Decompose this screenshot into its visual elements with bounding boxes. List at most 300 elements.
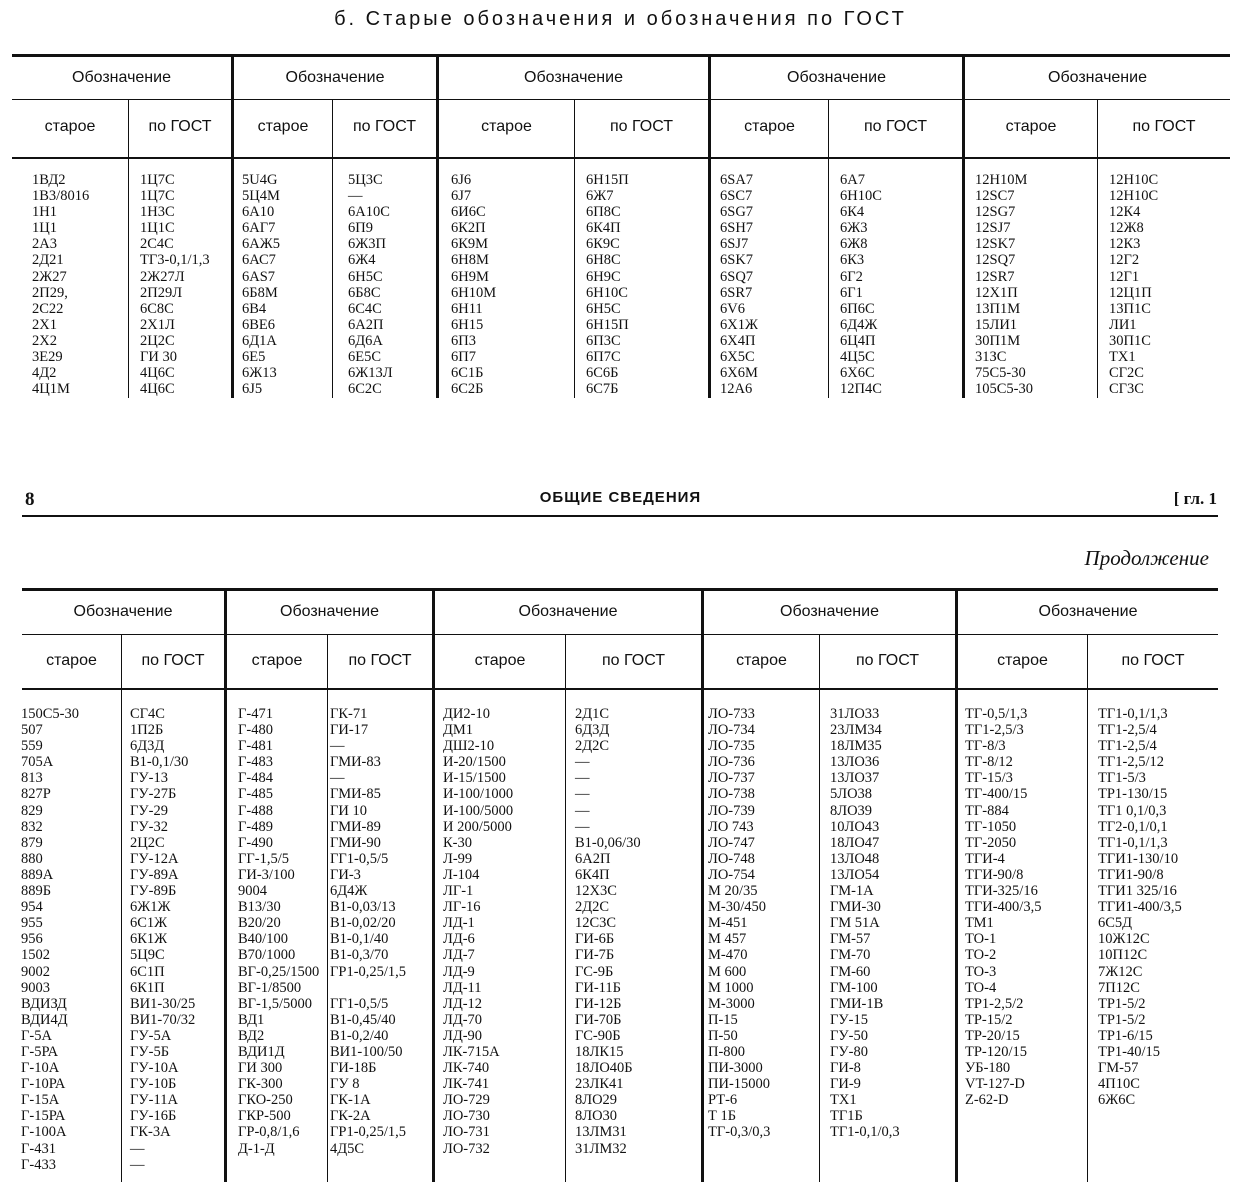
table-cell: ГМИ-85 xyxy=(330,786,381,803)
table-cell: 12SC7 xyxy=(975,188,1015,205)
table-cell: 6Н10М xyxy=(451,284,497,301)
table-cell: ГУ-12А xyxy=(130,850,179,867)
table-2-old-column xyxy=(21,706,79,1173)
table-cell: ТО-4 xyxy=(965,979,997,996)
table-cell: 2П29, xyxy=(32,284,68,301)
table-cell: Г-5А xyxy=(21,1027,52,1044)
table-cell: ГУ-29 xyxy=(130,802,168,819)
table-cell: ЛО-738 xyxy=(708,786,755,803)
table-cell: 12П4С xyxy=(840,381,882,398)
table-cell: 31ЛО33 xyxy=(830,706,880,722)
table-cell: ТГ1-2,5/3 xyxy=(965,722,1024,739)
table-1-old-column xyxy=(975,172,1033,397)
table-cell: 6Д3Д xyxy=(130,738,165,755)
table-2-subcol-divider xyxy=(565,635,566,1182)
table-cell: ГУ-89А xyxy=(130,866,179,883)
table-cell: 6П3С xyxy=(586,332,621,349)
table-cell: ГМ-57 xyxy=(830,931,871,948)
table-1-top-rule xyxy=(12,54,1230,57)
table-cell: ГУ-10А xyxy=(130,1060,179,1077)
table-1-gost-header: по ГОСТ xyxy=(609,118,673,135)
table-cell: 6К9С xyxy=(586,236,620,253)
table-cell: 30П1С xyxy=(1109,332,1151,349)
table-cell: ГС-9Б xyxy=(575,963,614,980)
table-cell: ГУ-27Б xyxy=(130,786,177,803)
table-cell: 6С2С xyxy=(348,381,382,398)
table-cell: ТО-2 xyxy=(965,947,997,964)
table-cell: ВДИЗД xyxy=(21,995,67,1012)
table-cell: 6С4С xyxy=(348,300,382,317)
table-cell: 6С5Д xyxy=(1098,915,1133,932)
table-cell: 829 xyxy=(21,802,43,819)
table-cell: Г-481 xyxy=(238,738,273,755)
table-cell: ГИ 30 xyxy=(140,349,177,366)
table-1-group-divider xyxy=(962,54,965,398)
table-cell: 18ЛМ35 xyxy=(830,738,882,755)
table-cell: — xyxy=(348,188,363,205)
table-cell: 6Н5С xyxy=(348,268,383,285)
table-cell: ЛО-730 xyxy=(443,1108,490,1125)
table-cell: 12SR7 xyxy=(975,268,1015,285)
table-cell: ГИ-12Б xyxy=(575,995,622,1012)
table-cell: 10ЛО43 xyxy=(830,818,880,835)
table-cell: ЛО-729 xyxy=(443,1092,490,1109)
table-cell: 6Б8М xyxy=(242,284,278,301)
table-cell: Л-99 xyxy=(443,850,473,867)
table-cell: 6А10С xyxy=(348,204,390,221)
table-2-subcol-divider xyxy=(819,635,820,1182)
table-cell: 6Н9М xyxy=(451,268,489,285)
table-cell: 4Ц1М xyxy=(32,381,70,398)
table-cell: ТГ-1050 xyxy=(965,818,1017,835)
running-header-rule xyxy=(22,515,1218,517)
table-cell: — xyxy=(575,770,590,787)
table-cell: СГ2С xyxy=(1109,365,1144,382)
table-cell: — xyxy=(575,802,590,819)
table-cell: 2Ц2С xyxy=(140,332,175,349)
table-cell: В1-0,45/40 xyxy=(330,1011,396,1028)
table-cell: ТГ-8/12 xyxy=(965,754,1013,771)
table-cell: И-20/1500 xyxy=(443,754,506,771)
table-cell: ТГ1-0,1/0,3 xyxy=(830,1124,900,1141)
table-cell: ТГИ1-400/3,5 xyxy=(1098,899,1182,916)
table-cell: 6П3 xyxy=(451,332,476,349)
table-cell: ГМ-1А xyxy=(830,883,874,900)
table-2-gost-header: по ГОСТ xyxy=(601,652,665,669)
table-cell: 6К4 xyxy=(840,204,865,221)
table-cell: 4Д5С xyxy=(330,1140,365,1157)
table-cell: 18ЛО40Б xyxy=(575,1060,633,1077)
table-cell: 954 xyxy=(21,899,43,916)
table-cell: П-800 xyxy=(708,1043,746,1060)
table-cell: ГУ-11А xyxy=(130,1092,178,1109)
table-cell: 6П7 xyxy=(451,349,476,366)
table-cell: ПИ-3000 xyxy=(708,1060,763,1077)
table-cell: ЛД-6 xyxy=(443,931,475,948)
table-cell: 6К4П xyxy=(586,220,621,237)
table-cell: 879 xyxy=(21,834,43,851)
table-cell: 12Ж8 xyxy=(1109,220,1144,237)
table-cell: 6К4П xyxy=(575,866,610,883)
table-cell: Z-62-D xyxy=(965,1092,1009,1109)
table-cell: 1Ц1 xyxy=(32,220,57,237)
table-cell: ТГ-15/3 xyxy=(965,770,1013,787)
table-cell: 6Ж6С xyxy=(1098,1092,1136,1109)
table-cell: 6Б8С xyxy=(348,284,381,301)
table-cell: 6АЖ5 xyxy=(242,236,280,253)
table-cell: ЛО-736 xyxy=(708,754,755,771)
running-title: ОБЩИЕ СВЕДЕНИЯ xyxy=(539,489,702,506)
table-cell: ДШ2-10 xyxy=(443,738,495,755)
table-cell: ТГ-2050 xyxy=(965,834,1017,851)
table-cell: ЛД-70 xyxy=(443,1011,483,1028)
table-cell: 6Д3Д xyxy=(575,722,610,739)
table-cell: 6Д4Ж xyxy=(330,883,368,900)
table-cell: ЛО-733 xyxy=(708,706,755,722)
table-cell: 6Х6М xyxy=(720,365,758,382)
table-1-gost-header: по ГОСТ xyxy=(863,118,927,135)
table-cell: ЛО-747 xyxy=(708,834,755,851)
table-1-group-rule xyxy=(12,99,1230,100)
table-cell: 956 xyxy=(21,931,43,948)
table-cell: 5Ц4М xyxy=(242,188,280,205)
table-cell: 4Ц6С xyxy=(140,365,175,382)
table-cell: ТГ1 0,1/0,3 xyxy=(1098,802,1167,819)
table-cell: ГКР-500 xyxy=(238,1108,291,1125)
table-cell: 6С6Б xyxy=(586,365,619,382)
table-cell: 2Ж27Л xyxy=(140,268,185,285)
table-cell: ГМИ-83 xyxy=(330,754,381,771)
table-cell: 6Ж4 xyxy=(348,252,376,269)
table-cell: ТР-20/15 xyxy=(965,1027,1020,1044)
table-cell: РТ-6 xyxy=(708,1092,738,1109)
table-cell: 6Ж13Л xyxy=(348,365,393,382)
table-1-gost-column xyxy=(586,172,629,397)
table-2-group-header: Обозначение xyxy=(518,603,618,620)
table-cell: 6С1Ж xyxy=(130,915,168,932)
table-2-group-header: Обозначение xyxy=(73,603,173,620)
table-cell: Г-484 xyxy=(238,770,273,787)
table-cell: — xyxy=(330,738,345,755)
table-cell: 6Х1Ж xyxy=(720,316,758,333)
table-2-gost-header: по ГОСТ xyxy=(855,652,919,669)
table-cell: 2Д1С xyxy=(575,706,610,722)
table-cell: ТГ3-0,1/1,3 xyxy=(140,252,210,269)
table-cell: 8ЛО29 xyxy=(575,1092,618,1109)
table-2-group-divider xyxy=(701,588,704,1182)
table-cell: ГИ 300 xyxy=(238,1060,283,1077)
table-cell: VT-127-D xyxy=(965,1076,1025,1093)
table-cell: 6Х4П xyxy=(720,332,756,349)
table-2-gost-column xyxy=(1098,706,1182,1108)
table-cell: 8ЛО39 xyxy=(830,802,873,819)
table-cell: 6К1П xyxy=(130,979,165,996)
table-cell: УБ-180 xyxy=(965,1060,1011,1077)
table-cell: 15ЛИ1 xyxy=(975,316,1018,333)
table-cell: 6Е5 xyxy=(242,349,266,366)
table-2-subcol-divider xyxy=(121,635,122,1182)
table-cell: ГУ-80 xyxy=(830,1043,868,1060)
table-cell: ГМ-70 xyxy=(830,947,871,964)
table-cell: ГИ-7Б xyxy=(575,947,615,964)
table-cell: 832 xyxy=(21,818,43,835)
table-cell: 12К4 xyxy=(1109,204,1141,221)
table-cell: Г-15РА xyxy=(21,1108,66,1125)
table-cell: 6Г2 xyxy=(840,268,863,285)
table-cell: Г-100А xyxy=(21,1124,67,1141)
table-cell: ВИ1-30/25 xyxy=(130,995,196,1012)
table-cell: ТГ2-0,1/0,1 xyxy=(1098,818,1168,835)
table-cell: ТГИ1-90/8 xyxy=(1098,866,1164,883)
table-cell: В1-0,1/30 xyxy=(130,754,189,771)
table-cell: 23ЛМ34 xyxy=(830,722,882,739)
table-cell: 1Ц7С xyxy=(140,172,175,188)
table-cell: 6А7 xyxy=(840,172,865,188)
table-cell: Г-489 xyxy=(238,818,273,835)
table-cell: 4Ц6С xyxy=(140,381,175,398)
table-cell: 5Ц9С xyxy=(130,947,165,964)
table-cell: ГИ-70Б xyxy=(575,1011,622,1028)
table-cell: 6Н15П xyxy=(586,172,629,188)
table-cell: М 1000 xyxy=(708,979,754,996)
table-cell: 31ЗС xyxy=(975,349,1007,366)
table-cell: ГМ-60 xyxy=(830,963,871,980)
table-cell: ГУ-32 xyxy=(130,818,168,835)
table-cell: 12А6 xyxy=(720,381,753,398)
table-cell: ВД1 xyxy=(238,1011,265,1028)
table-cell: 2С4С xyxy=(140,236,174,253)
table-1-gost-column xyxy=(140,172,210,397)
table-cell: ВДИ1Д xyxy=(238,1043,285,1060)
table-cell: 6J7 xyxy=(451,188,472,205)
table-cell: ЛД-11 xyxy=(443,979,482,996)
table-cell: 880 xyxy=(21,850,43,867)
table-cell: Г-490 xyxy=(238,834,273,851)
table-cell: ЛО 743 xyxy=(708,818,754,835)
table-cell: ЛК-741 xyxy=(443,1076,490,1093)
table-cell: ТГИ-4 xyxy=(965,850,1005,867)
table-cell: 5U4G xyxy=(242,172,278,188)
table-cell: 12Х1П xyxy=(975,284,1018,301)
table-2-old-column xyxy=(238,706,319,1157)
table-cell: 6Н5С xyxy=(586,300,621,317)
table-1-gost-column xyxy=(840,172,882,397)
table-cell: 12К3 xyxy=(1109,236,1141,253)
table-cell: В1-0,02/20 xyxy=(330,915,396,932)
table-cell: М-3000 xyxy=(708,995,755,1012)
table-2-group-divider xyxy=(432,588,435,1182)
table-cell: ЛО-754 xyxy=(708,866,755,883)
table-cell: ВИ1-70/32 xyxy=(130,1011,196,1028)
table-cell: 1Ц1С xyxy=(140,220,175,237)
table-cell: ВГ-1/8500 xyxy=(238,979,302,996)
table-cell: 12SJ7 xyxy=(975,220,1011,237)
table-cell: ГКО-250 xyxy=(238,1092,293,1109)
table-cell: Г-10А xyxy=(21,1060,60,1077)
table-cell: Г-471 xyxy=(238,706,273,722)
table-cell: ТГИ-90/8 xyxy=(965,866,1024,883)
table-cell: Г-5РА xyxy=(21,1043,59,1060)
table-cell: ЛО-737 xyxy=(708,770,755,787)
table-cell: ДМ1 xyxy=(443,722,474,739)
table-cell: ГК-300 xyxy=(238,1076,283,1093)
table-cell: В40/100 xyxy=(238,931,288,948)
table-2-subcol-divider xyxy=(1087,635,1088,1182)
table-1-gost-header: по ГОСТ xyxy=(1132,118,1196,135)
table-1-old-header: старое xyxy=(744,118,795,135)
table-cell: ТМ1 xyxy=(965,915,994,932)
table-1-gost-column xyxy=(348,172,393,397)
table-cell: 6Г1 xyxy=(840,284,863,301)
table-cell: Т 1Б xyxy=(708,1108,737,1125)
table-cell: 6Х5С xyxy=(720,349,755,366)
table-cell: 6С7Б xyxy=(586,381,619,398)
table-1-subcol-divider xyxy=(128,100,129,398)
table-cell: 5ЛО38 xyxy=(830,786,873,803)
table-cell: 2Х2 xyxy=(32,332,57,349)
table-cell: ЛО-748 xyxy=(708,850,755,867)
table-cell: 10Ж12С xyxy=(1098,931,1150,948)
table-cell: 12Г2 xyxy=(1109,252,1140,269)
table-cell: ГК-3А xyxy=(130,1124,171,1141)
table-2-old-header: старое xyxy=(46,652,97,669)
table-1-subcol-divider xyxy=(574,100,575,398)
table-cell: 12Г1 xyxy=(1109,268,1140,285)
table-1-group-header: Обозначение xyxy=(285,69,385,86)
table-cell: ГГ1-0,5/5 xyxy=(330,995,389,1012)
table-cell: Д-1-Д xyxy=(238,1140,275,1157)
table-cell: 9003 xyxy=(21,979,50,996)
table-cell: ГГ-1,5/5 xyxy=(238,850,289,867)
table-cell: 6П8С xyxy=(586,204,621,221)
table-cell: ЛО-735 xyxy=(708,738,755,755)
table-cell: 6К2П xyxy=(451,220,486,237)
table-cell: 4П10С xyxy=(1098,1076,1140,1093)
table-2-group-header: Обозначение xyxy=(280,603,379,620)
table-cell: 1ВД2 xyxy=(32,172,66,188)
table-2-old-column xyxy=(965,706,1041,1108)
page-number: 8 xyxy=(25,489,35,510)
table-cell: 2Ц2С xyxy=(130,834,165,851)
table-cell: 1В3/8016 xyxy=(32,188,90,205)
table-cell: Г-488 xyxy=(238,802,273,819)
table-cell: ТГ1-0,1/1,3 xyxy=(1098,834,1168,851)
table-cell: 2Х1Л xyxy=(140,316,175,333)
table-cell: В1-0,03/13 xyxy=(330,899,396,916)
table-1-gost-column xyxy=(1109,172,1158,397)
table-cell: 6Е5С xyxy=(348,349,382,366)
table-cell: 7Ж12С xyxy=(1098,963,1143,980)
table-cell: 12Н10С xyxy=(1109,188,1159,205)
table-cell: 4Д2 xyxy=(32,365,57,382)
table-cell: ТГ-8/3 xyxy=(965,738,1006,755)
table-cell: 105С5-30 xyxy=(975,381,1033,398)
table-cell: Г-10РА xyxy=(21,1076,66,1093)
table-cell: 6П9 xyxy=(348,220,373,237)
table-cell: ГИ-18Б xyxy=(330,1060,377,1077)
table-1-group-header: Обозначение xyxy=(1048,69,1147,86)
table-cell: 6А10 xyxy=(242,204,275,221)
table-2-old-header: старое xyxy=(251,652,303,669)
table-cell: ГР1-0,25/1,5 xyxy=(330,963,407,980)
table-cell: 13П1М xyxy=(975,300,1021,317)
table-cell: ГУ-5А xyxy=(130,1027,172,1044)
table-cell: ТР1-6/15 xyxy=(1098,1027,1153,1044)
table-cell: ГИ-3/100 xyxy=(238,866,295,883)
table-cell: 6Ж8 xyxy=(840,236,868,253)
table-cell xyxy=(330,980,406,996)
table-cell: 12SQ7 xyxy=(975,252,1016,269)
table-cell: В1-0,3/70 xyxy=(330,947,389,964)
table-1-subcol-divider xyxy=(1097,100,1098,398)
table-cell: ГУ-89Б xyxy=(130,883,177,900)
table-cell: ТО-1 xyxy=(965,931,997,948)
table-cell: 6AS7 xyxy=(242,268,276,285)
table-cell: ГМ 51А xyxy=(830,915,880,932)
table-cell: — xyxy=(575,786,590,803)
table-cell: 1П2Б xyxy=(130,722,164,739)
table-cell: В13/30 xyxy=(238,899,281,916)
table-2-head-rule xyxy=(22,688,1218,690)
table-cell: ТГ-0,3/0,3 xyxy=(708,1124,771,1141)
table-cell: В20/20 xyxy=(238,915,281,932)
table-cell: 6SJ7 xyxy=(720,236,749,253)
table-2-group-divider xyxy=(224,588,227,1182)
table-2-top-rule xyxy=(22,588,1218,591)
table-2-group-divider xyxy=(955,588,958,1182)
table-1-group-header: Обозначение xyxy=(787,69,886,86)
table-cell: ГУ-16Б xyxy=(130,1108,177,1125)
table-cell: ТГ1-2,5/4 xyxy=(1098,738,1157,755)
table-cell: 6П7С xyxy=(586,349,621,366)
table-cell: 6Н15 xyxy=(451,316,484,333)
table-cell: 5Ц3С xyxy=(348,172,383,188)
table-cell: 12С3С xyxy=(575,915,617,932)
table-cell: 2Х1 xyxy=(32,316,57,333)
table-cell: 2Д2С xyxy=(575,738,610,755)
table-cell: 18ЛО47 xyxy=(830,834,880,851)
table-cell: СГ3С xyxy=(1109,381,1144,398)
table-cell: ЛО-731 xyxy=(443,1124,490,1141)
table-cell: — xyxy=(330,770,345,787)
table-cell: 6Н10С xyxy=(840,188,882,205)
table-cell: Г-15А xyxy=(21,1092,60,1109)
table-cell: ТР1-5/2 xyxy=(1098,995,1146,1012)
table-cell: 2П29Л xyxy=(140,284,183,301)
table-cell: ЛД-1 xyxy=(443,915,475,932)
table-cell: 6Д4Ж xyxy=(840,316,878,333)
table-cell: 4Ц5С xyxy=(840,349,875,366)
table-cell: 559 xyxy=(21,738,43,755)
table-cell: 889Б xyxy=(21,883,52,900)
table-cell: В1-0,2/40 xyxy=(330,1027,389,1044)
table-cell: Г-431 xyxy=(21,1140,56,1157)
table-cell: 12Х3С xyxy=(575,883,617,900)
section-title: б. Старые обозначения и обозначения по ГОСТ xyxy=(334,8,907,30)
table-cell: ВДИ4Д xyxy=(21,1011,68,1028)
table-cell: М 600 xyxy=(708,963,747,980)
table-cell: 1Н3С xyxy=(140,204,175,221)
table-cell: В1-0,1/40 xyxy=(330,931,389,948)
table-cell: И-100/1000 xyxy=(443,786,514,803)
table-cell: 6Н15П xyxy=(586,316,629,333)
table-cell: 12Н10С xyxy=(1109,172,1159,188)
table-2-gost-header: по ГОСТ xyxy=(1121,652,1185,669)
table-cell: 30П1М xyxy=(975,332,1021,349)
table-1-old-column xyxy=(451,172,496,397)
table-cell: В70/1000 xyxy=(238,947,296,964)
table-cell: М-451 xyxy=(708,915,748,932)
